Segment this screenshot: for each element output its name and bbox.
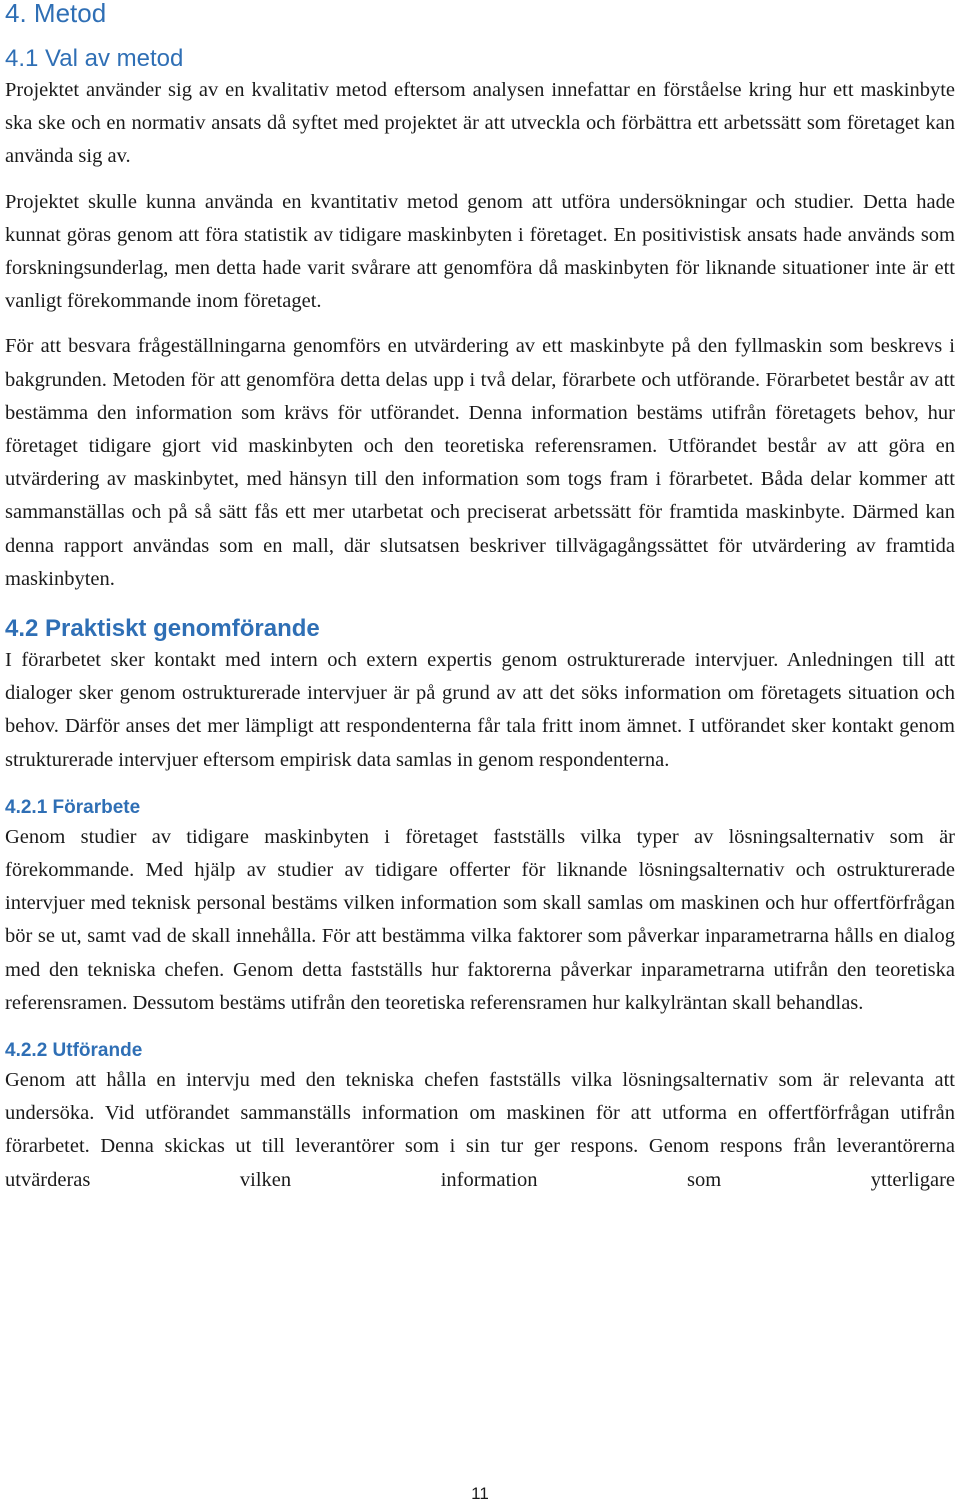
section-heading-4-2: 4.2 Praktiskt genomförande bbox=[5, 615, 320, 643]
paragraph: För att besvara frågeställningarna genomförs en utvärdering av ett maskinbyte på den fyllmaskin som beskrevs i bakgrunden. Metoden för att genomföra detta delas upp i två delar, förarbete och utförande. Förarbetet består av att bestämma den information som krävs för utförandet. Denna information bestäms utifrån företagets behov, hur företaget tidigare gjort vid maskinbyten och den teoretiska referensramen. Utförandet består av att göra en utvärdering av maskinbytet, med hänsyn till den information som togs fram i förarbetet. Båda delar kommer att sammanställas och på så sätt fås ett mer utarbetat och preciserat arbetssätt för framtida maskinbyte. Därmed kan denna rapport användas som en mall, där slutsatsen beskriver tillvägagångssättet för utvärdering av framtida maskinbyten. bbox=[5, 335, 955, 590]
document-page bbox=[5, 0, 955, 1197]
page-number: 11 bbox=[471, 1484, 489, 1503]
chapter-heading: 4. Metod bbox=[5, 0, 107, 28]
section-heading-4-1: 4.1 Val av metod bbox=[5, 45, 184, 72]
paragraph: Projektet skulle kunna använda en kvantitativ metod genom att utföra undersökningar och studier. Detta hade kunnat göras genom att föra statistik av tidigare maskinbyten i företaget. En positivistisk ansats hade används som forskningsunderlag, men detta hade varit svårare att genomföra då maskinbyten för liknande situationer inte är ett vanligt förekommande inom företaget. bbox=[5, 190, 955, 313]
paragraph: I förarbetet sker kontakt med intern och extern expertis genom ostrukturerade intervjuer. Anledningen till att dialoger sker genom ostrukturerade intervjuer är på grund av att det söks information om företagets situation och behov. Därför anses det mer lämpligt att respondenterna får tala fritt inom ämnet. I utförandet sker kontakt genom strukturerade intervjuer eftersom empirisk data samlas in genom respondenterna. bbox=[5, 649, 955, 771]
paragraph: Genom att hålla en intervju med den tekniska chefen fastställs vilka lösningsalternativ som är relevanta att undersöka. Vid utförandet sammanställs information om maskinen för att utforma en offertförfrågan utifrån förarbetet. Denna skickas ut till leverantörer som i sin tur ger respons. Genom respons från leverantörerna utvärderas vilken information som ytterligare bbox=[5, 1069, 955, 1191]
section-heading-4-2-2: 4.2.2 Utförande bbox=[5, 1040, 143, 1062]
paragraph: Projektet använder sig av en kvalitativ metod eftersom analysen innefattar en förståelse kring hur ett maskinbyte ska ske och en normativ ansats då syftet med projektet är att utveckla och förbättra ett arbetssätt som företaget kan använda sig av. bbox=[5, 79, 955, 168]
section-heading-4-2-1: 4.2.1 Förarbete bbox=[5, 796, 141, 818]
paragraph: Genom studier av tidigare maskinbyten i företaget fastställs vilka typer av lösningsalternativ som är förekommande. Med hjälp av studier av tidigare offerter för liknande lösningsalternativ och ostrukturerade intervjuer med teknisk personal bestäms vilken information som skall samlas om maskinen och hur offertförfrågan bör se ut, samt vad de skall innehålla. För att bestämma vilka faktorer som påverkar inparametrarna hålls en dialog med den tekniska chefen. Genom detta fastställs hur faktorerna påverkar inparametrarna utifrån den teoretiska referensramen. Dessutom bestäms utifrån den teoretiska referensramen hur kalkylräntan skall behandlas. bbox=[5, 825, 955, 1014]
